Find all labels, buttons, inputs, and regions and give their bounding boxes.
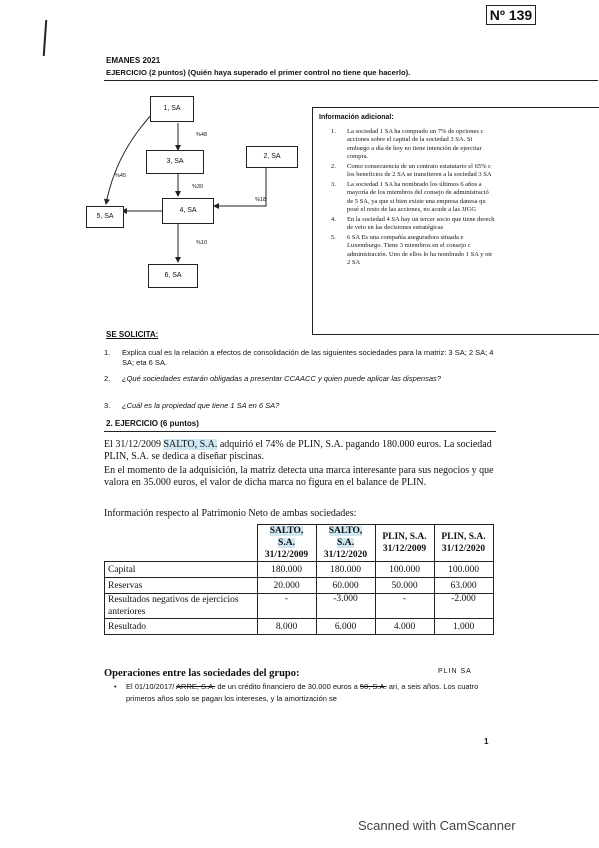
handwritten-note: PLIN SA [438,668,472,675]
node-3-sa: 3, SA [146,150,204,174]
table-header-cell: SALTO, S.A. 31/12/2020 [316,525,375,562]
info-item: 2. Como consecuencia de un contrato estatutario el 65% c los beneficios de 2 SA se transfieren a la sociedad 3 SA [331,162,492,179]
page-number-stamp: Nº 139 [486,5,536,25]
se-solicita-title: SE SOLICITA: [106,330,159,339]
exercise-2-paragraph-2: En el momento de la adquisición, la matriz detecta una marca interesante para sus negocios y que valora en 35.000 euros, el valor de dicha marca no figura en el balance de PLIN. [104,465,494,488]
node-6-sa: 6, SA [148,264,198,288]
table-row: Reservas 20.000 60.000 50.000 63.000 [105,578,494,594]
node-1-sa: 1, SA [150,96,194,122]
pct-1-5: %45 [115,173,127,179]
pen-stroke [43,20,48,56]
page-footer-number: 1 [484,737,489,746]
additional-info-box [312,107,599,335]
operations-title: Operaciones entre las sociedades del grupo: [104,668,300,679]
highlight-salto: SALTO, S.A. [163,439,218,450]
bullet-dot-icon: • [114,682,117,691]
scanner-watermark: Scanned with CamScanner [358,818,516,833]
equity-table [104,524,494,635]
table-header-cell: SALTO, S.A. 31/12/2009 [257,525,316,562]
exercise-2-paragraph-3: Información respecto al Patrimonio Neto de ambas sociedades: [104,508,357,519]
pct-2-4: %18 [255,197,267,203]
info-item: 3. La sociedad 1 SA ha nombrado los últimos 6 años a mayoría de los miembros del consejo de administració de 5 SA, ya que si bien existe una empresa danesa qu posé el resto de las acciones, no acude a las JJGG [331,181,489,214]
exercise-1-title: EJERCICIO (2 puntos) (Quién haya superado el primer control no tiene que hacerlo). [106,68,411,77]
diagram-arrows [86,92,306,292]
exercise-2-paragraph-1: El 31/12/2009 SALTO, S.A. adquirió el 74% de PLIN, S.A. pagando 180.000 euros. La sociedad PLIN, S.A. se dedica a diseñar piscinas. [104,439,492,462]
exam-title: EMANES 2021 [106,56,161,65]
node-2-sa: 2, SA [246,146,298,168]
table-header-cell: PLIN, S.A. 31/12/2020 [434,525,493,562]
node-4-sa: 4, SA [162,198,214,224]
question-item: 3. ¿Cuál es la propiedad que tiene 1 SA en 6 SA? [104,401,280,410]
exercise-2-rule [104,431,496,432]
node-5-sa: 5, SA [86,206,124,228]
info-item: 5. 6 SA Es una compañía aseguradora situada e Luxemburgo. Tiene 3 miembros en el consejo c administración. Uno de ellos lo ha nombrado 1 SA y otr 2 SA [331,234,493,267]
question-item: 1. Explica cual es la relación a efectos de consolidación de las siguientes sociedades para la matriz: 3 SA; 2 SA; 4 SA; eta 6 SA. [104,348,494,367]
question-item: 2. ¿Qué sociedades estarán obligadas a presentar CCAACC y quien puede aplicar las dispensas? [104,374,441,383]
info-list [321,128,599,269]
operations-bullet: • El 01/10/2017/ ARRE, S.A. de un crédito financiero de 30.000 euros a 50, S.A. ari, a seis años. Los cuatro primeros años solo se pagan los intereses, y la amortización se [114,682,479,703]
table-row: Capital 180.000 180.000 100.000 100.000 [105,562,494,578]
table-row: Resultados negativos de ejercicios anteriores - -3.000 - -2.000 [105,594,494,619]
table-header-cell: PLIN, S.A. 31/12/2009 [375,525,434,562]
table-row: Resultado 8.000 6.000 4.000 1.000 [105,619,494,635]
pct-4-6: %10 [196,240,208,246]
table-header-row [105,525,494,562]
info-item: 1. La sociedad 1 SA ha comprado un 7% de opciones c acciones sobre el capital de la sociedad 3 SA. Si embargo a día de hoy no tiene intención de ejercitar compra. [331,128,484,161]
pct-3-4: %30 [192,184,204,190]
header-rule [104,80,598,81]
ownership-diagram [86,92,306,292]
info-item: 4. En la sociedad 4 SA hay un tercer socio que tiene derech de veto en las decisiones estratégicas [331,215,495,232]
pct-1-3: %48 [196,132,208,138]
exercise-2-title: 2. EJERCICIO (6 puntos) [106,419,199,428]
info-title: Información adicional: [319,114,394,121]
